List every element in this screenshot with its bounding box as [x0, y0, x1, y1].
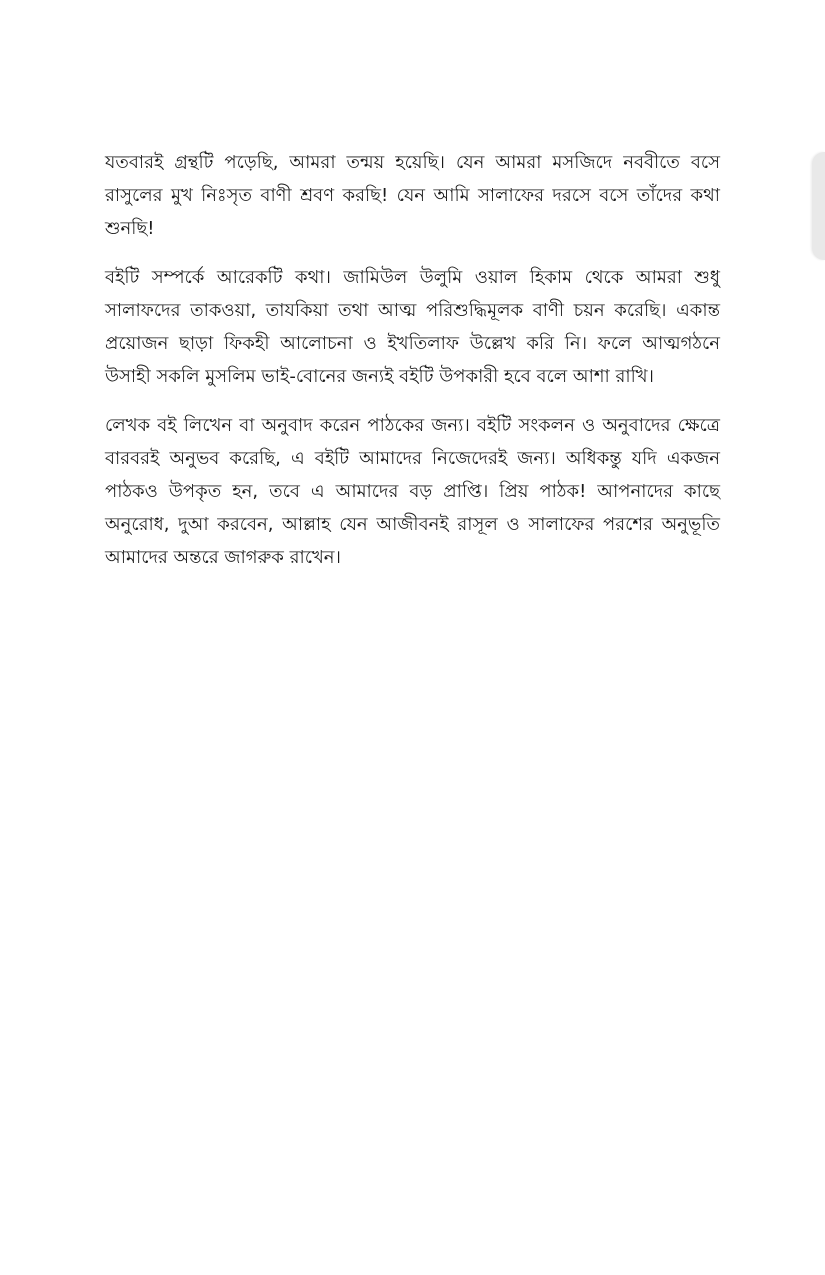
- paragraph-2: বইটি সম্পর্কে আরেকটি কথা। জামিউল উলুমি ওয়াল হিকাম থেকে আমরা শুধু সালাফদের তাকওয়া, তাযকিয়া তথা আত্ম পরিশুদ্ধিমূলক বাণী চয়ন করেছি। একান্ত প্রয়োজন ছাড়া ফিকহী আলোচনা ও ইখতিলাফ উল্লেখ করি নি। ফলে আত্মগঠনে উসাহী সকলি মুসলিম ভাই-বোনের জন্যই বইটি উপকারী হবে বলে আশা রাখি।: [105, 267, 720, 387]
- paragraph-1: যতবারই গ্রন্থটি পড়েছি, আমরা তন্ময় হয়েছি। যেন আমরা মসজিদে নববীতে বসে রাসুলের মুখ নিঃসৃত বাণী শ্রবণ করছি! যেন আমি সালাফের দরসে বসে তাঁদের কথা শুনছি!: [105, 152, 720, 239]
- body-text: [105, 146, 720, 590]
- paragraph-3: লেখক বই লিখেন বা অনুবাদ করেন পাঠকের জন্য। বইটি সংকলন ও অনুবাদের ক্ষেত্রে বারবরই অনুভব করেছি, এ বইটি আমাদের নিজেদেরই জন্য। অধিকন্তু যদি একজন পাঠকও উপকৃত হন, তবে এ আমাদের বড় প্রাপ্তি। প্রিয় পাঠক! আপনাদের কাছে অনুরোধ, দুআ করবেন, আল্লাহ যেন আজীবনই রাসূল ও সালাফের পরশের অনুভূতি আমাদের অন্তরে জাগরুক রাখেন।: [105, 415, 720, 568]
- side-scroll-handle[interactable]: [812, 152, 825, 260]
